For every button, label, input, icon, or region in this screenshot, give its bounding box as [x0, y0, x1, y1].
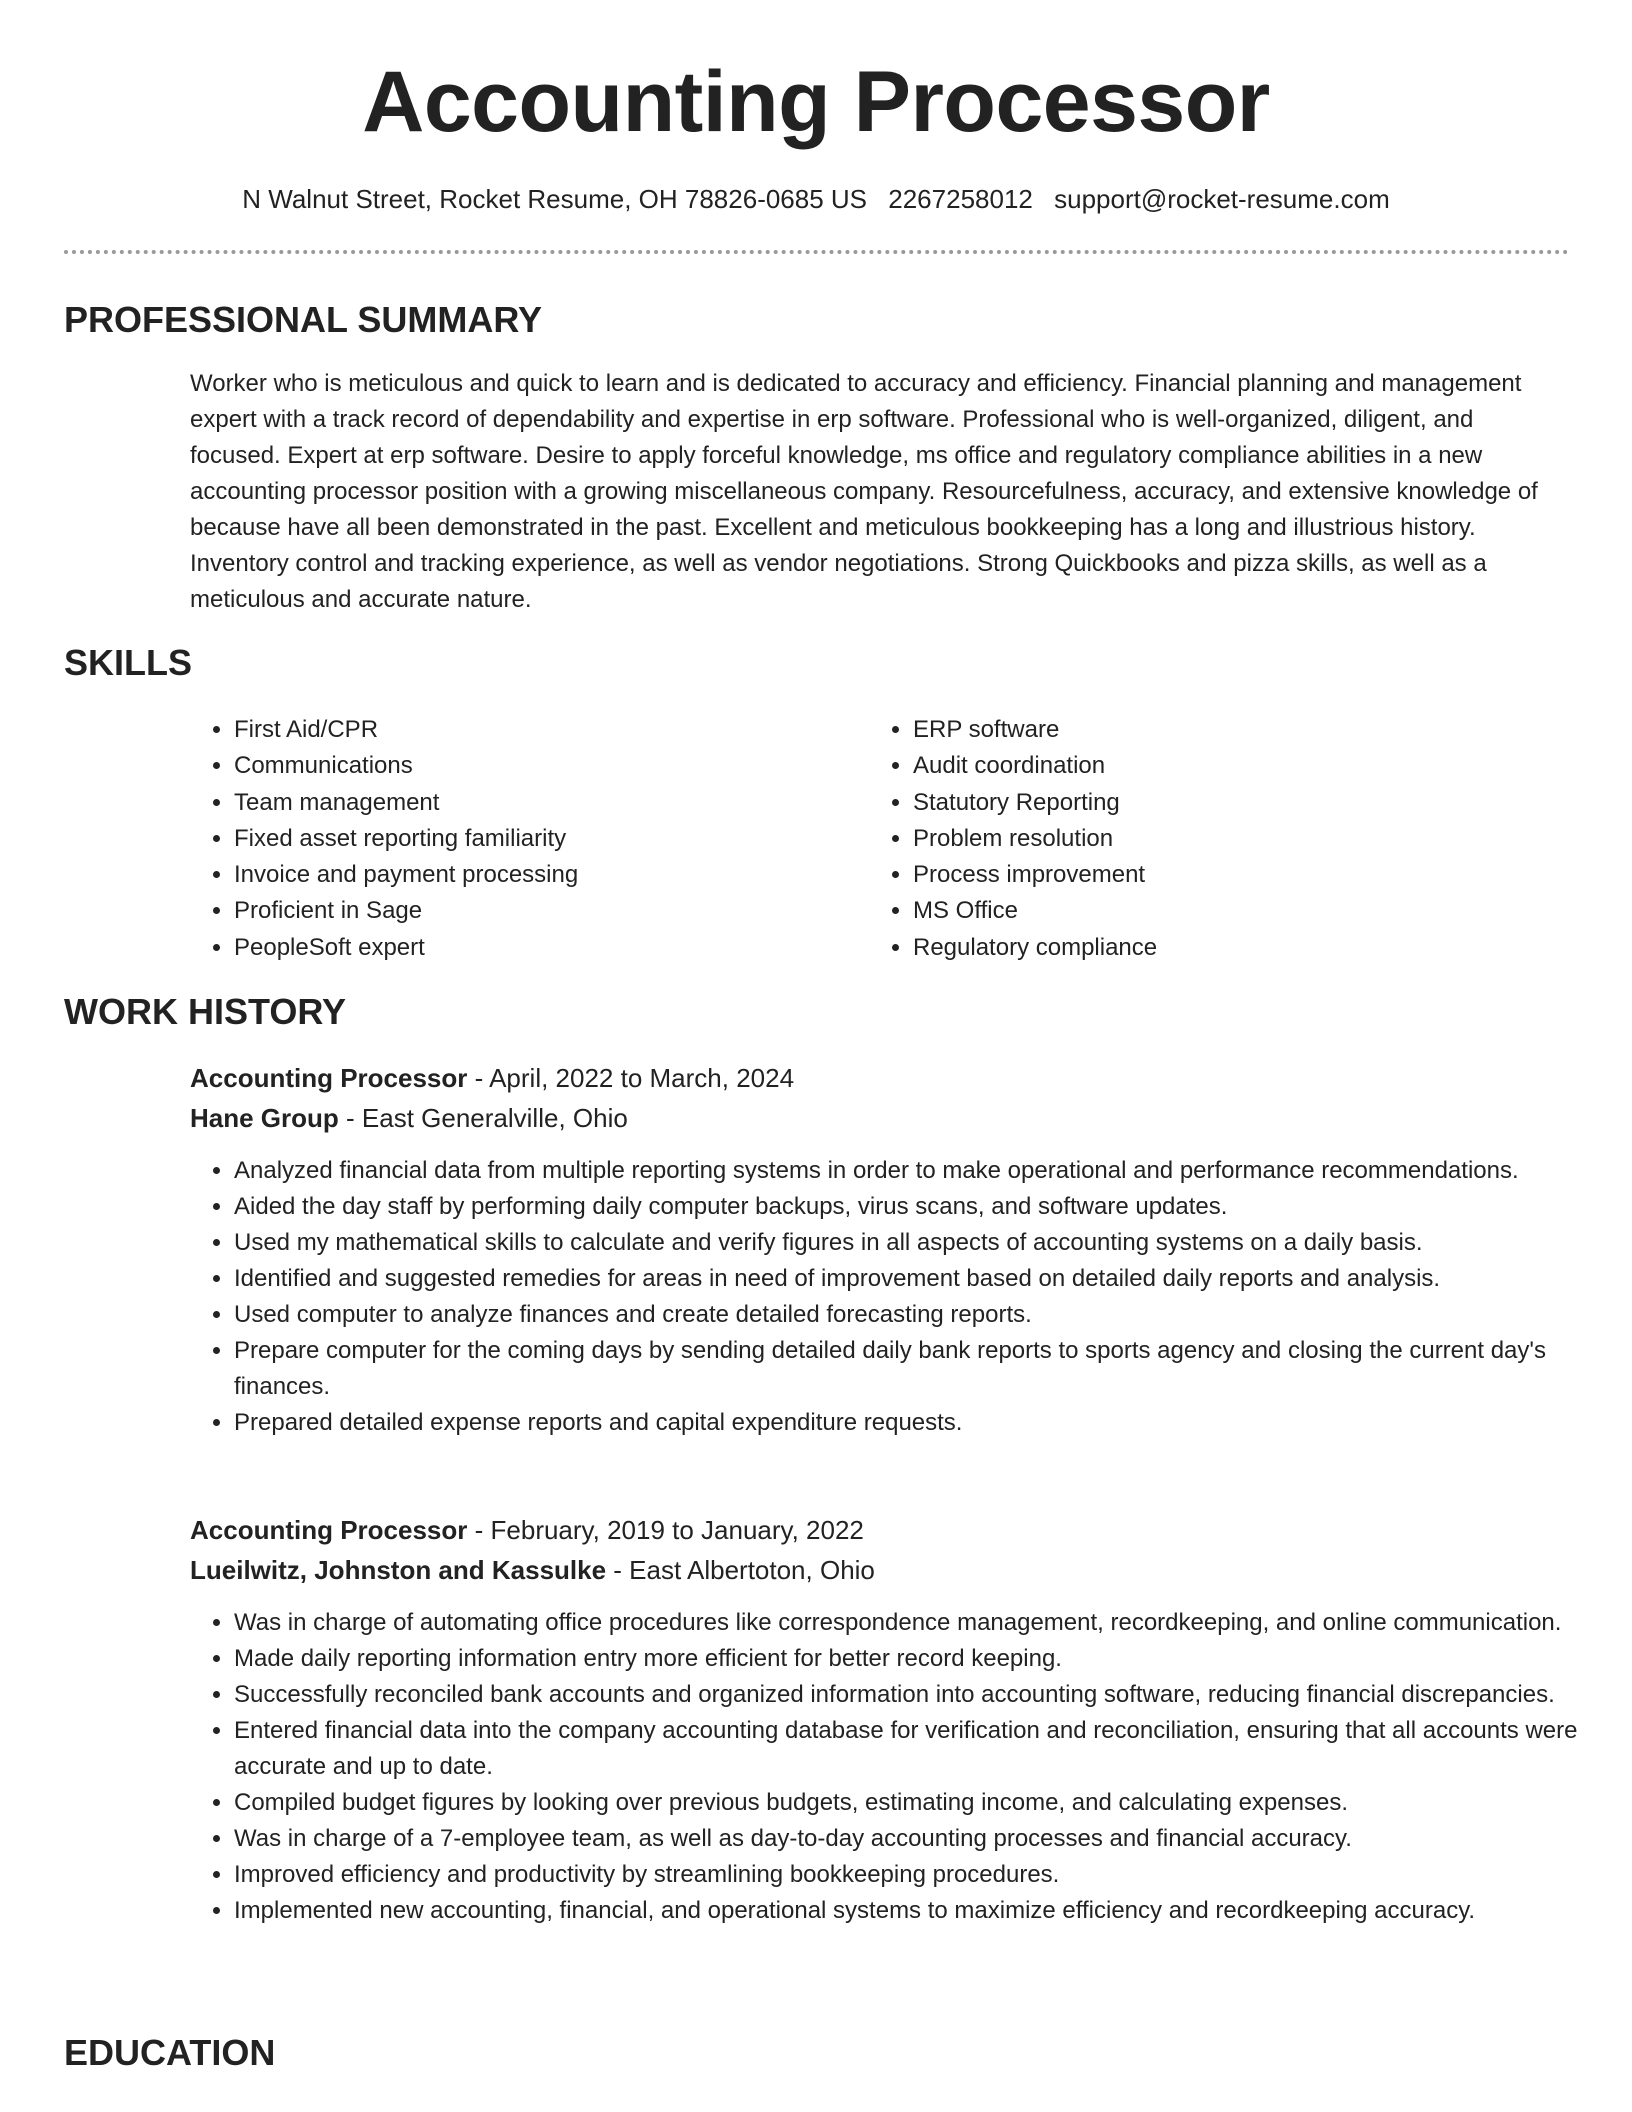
job-bullet: • Used computer to analyze finances and create detailed forecasting reports.	[234, 1297, 1604, 1333]
contact-phone: 2267258012	[888, 184, 1033, 214]
job-bullet: • Was in charge of automating office procedures like correspondence management, recordkeeping, and online communication.	[234, 1605, 1604, 1641]
skill-item: • MS Office	[913, 893, 1533, 929]
contact-line	[0, 182, 1632, 216]
job-bullet: • Identified and suggested remedies for areas in need of improvement based on detailed daily reports and analysis.	[234, 1261, 1604, 1297]
job-bullet: • Compiled budget figures by looking over previous budgets, estimating income, and calculating expenses.	[234, 1785, 1604, 1821]
job-title-line	[190, 1512, 864, 1548]
job-bullet: • Prepare computer for the coming days by sending detailed daily bank reports to sports agency and closing the current day's finances.	[234, 1333, 1604, 1405]
skill-item: • Problem resolution	[913, 821, 1533, 857]
job-bullets	[190, 1153, 1604, 1441]
skill-item: • Process improvement	[913, 857, 1533, 893]
resume-name: Accounting Processor	[362, 54, 1270, 150]
skill-item: • Regulatory compliance	[913, 930, 1533, 966]
job-bullet: • Aided the day staff by performing daily computer backups, virus scans, and software updates.	[234, 1189, 1604, 1225]
skill-item: • PeopleSoft expert	[234, 930, 854, 966]
contact-email: support@rocket-resume.com	[1054, 184, 1390, 214]
education-heading: EDUCATION	[64, 2032, 276, 2073]
summary-text: Worker who is meticulous and quick to learn and is dedicated to accuracy and efficiency. Financial planning and management expert with a track record of dependability and expertise in erp software. Professional who is well-organized, diligent, and focused. Expert at erp software. Desire to apply forceful knowledge, ms office and regulatory compliance abilities in a new accounting processor position with a growing miscellaneous company. Resourcefulness, accuracy, and extensive knowledge of because have all been demonstrated in the past. Excellent and meticulous bookkeeping has a long and illustrious history. Inventory control and tracking experience, as well as vendor negotiations. Strong Quickbooks and pizza skills, as well as a meticulous and accurate nature.	[190, 370, 1538, 613]
skill-item: • Audit coordination	[913, 748, 1533, 784]
job-bullet: • Entered financial data into the company accounting database for verification and reconciliation, ensuring that all accounts were accurate and up to date.	[234, 1713, 1604, 1785]
skill-item: • Communications	[234, 748, 854, 784]
job-title-line	[190, 1060, 794, 1096]
job-role: Accounting Processor	[190, 1515, 468, 1545]
job-bullet: • Used my mathematical skills to calculate and verify figures in all aspects of accounting systems on a daily basis.	[234, 1225, 1604, 1261]
contact-address: N Walnut Street, Rocket Resume, OH 78826-0685 US	[242, 184, 868, 214]
job-location: - East Albertoton, Ohio	[606, 1555, 875, 1585]
job-bullet: • Made daily reporting information entry more efficient for better record keeping.	[234, 1641, 1604, 1677]
job-dates: - April, 2022 to March, 2024	[467, 1063, 795, 1093]
job-company-line	[190, 1552, 875, 1588]
job-company: Lueilwitz, Johnston and Kassulke	[190, 1555, 607, 1585]
job-bullet: • Successfully reconciled bank accounts and organized information into accounting software, reducing financial discrepancies.	[234, 1677, 1604, 1713]
job-role: Accounting Processor	[190, 1063, 468, 1093]
skill-item: • Fixed asset reporting familiarity	[234, 821, 854, 857]
job-bullet: • Was in charge of a 7-employee team, as well as day-to-day accounting processes and financial accuracy.	[234, 1821, 1604, 1857]
skill-item: • ERP software	[913, 712, 1533, 748]
header-divider	[64, 250, 1569, 254]
job-bullet: • Prepared detailed expense reports and capital expenditure requests.	[234, 1405, 1604, 1441]
job-company-line	[190, 1100, 628, 1136]
skills-heading: SKILLS	[64, 642, 193, 683]
job-bullet: • Analyzed financial data from multiple reporting systems in order to make operational and performance recommendations.	[234, 1153, 1604, 1189]
skills-list-right	[869, 712, 1533, 966]
job-company: Hane Group	[190, 1103, 339, 1133]
job-bullet: • Implemented new accounting, financial, and operational systems to maximize efficiency and recordkeeping accuracy.	[234, 1893, 1604, 1929]
skill-item: • First Aid/CPR	[234, 712, 854, 748]
skills-list-left	[190, 712, 854, 966]
job-location: - East Generalville, Ohio	[338, 1103, 628, 1133]
job-bullets	[190, 1605, 1604, 1929]
skill-item: • Team management	[234, 785, 854, 821]
skill-item: • Invoice and payment processing	[234, 857, 854, 893]
summary-heading: PROFESSIONAL SUMMARY	[64, 299, 543, 340]
job-dates: - February, 2019 to January, 2022	[467, 1515, 864, 1545]
work-heading: WORK HISTORY	[64, 991, 347, 1032]
skill-item: • Statutory Reporting	[913, 785, 1533, 821]
job-bullet: • Improved efficiency and productivity by streamlining bookkeeping procedures.	[234, 1857, 1604, 1893]
skill-item: • Proficient in Sage	[234, 893, 854, 929]
